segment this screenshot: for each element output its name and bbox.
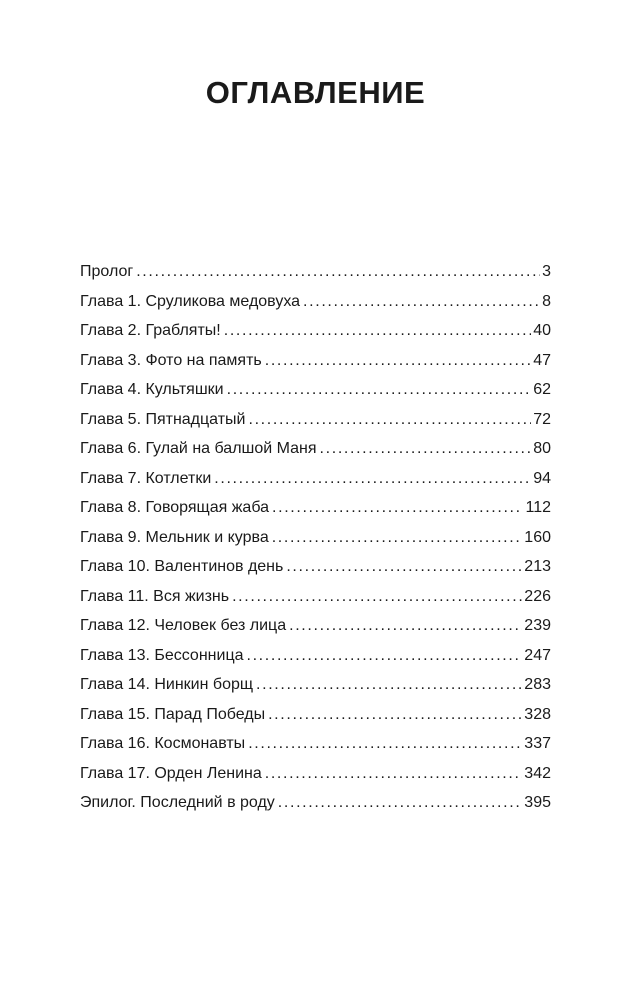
toc-entry bbox=[80, 523, 551, 553]
toc-page-number: 40 bbox=[533, 322, 551, 339]
toc-entry bbox=[80, 493, 551, 523]
toc-entry-title: Глава 7. Котлетки bbox=[80, 469, 212, 487]
toc-entry-title: Эпилог. Последний в роду bbox=[80, 794, 275, 811]
toc-entry-title: Глава 14. Нинкин борщ bbox=[80, 676, 254, 693]
toc-page-number: 247 bbox=[524, 646, 551, 664]
toc-page-number: 80 bbox=[533, 440, 551, 457]
dot-leader bbox=[248, 729, 522, 759]
toc-entry-title: Глава 10. Валентинов день bbox=[80, 558, 284, 575]
dot-leader bbox=[256, 670, 522, 700]
toc-entry bbox=[80, 405, 551, 435]
toc-entry bbox=[80, 729, 551, 759]
toc-page-number: 395 bbox=[524, 794, 551, 811]
toc-page-number: 239 bbox=[524, 617, 551, 634]
toc-entry-title: Пролог bbox=[80, 263, 134, 280]
toc-entry-title: Глава 16. Космонавты bbox=[80, 735, 246, 752]
toc-entry-title: Глава 8. Говорящая жаба bbox=[80, 499, 270, 516]
toc-entry-title: Глава 15. Парад Победы bbox=[80, 705, 266, 723]
dot-leader bbox=[232, 582, 522, 612]
toc-page-number: 72 bbox=[533, 410, 551, 428]
toc-entry bbox=[80, 788, 551, 818]
toc-entry-title: Глава 11. Вся жизнь bbox=[80, 587, 230, 605]
toc-entry-title: Глава 17. Орден Ленина bbox=[80, 764, 262, 782]
toc-page-number: 283 bbox=[524, 676, 551, 693]
dot-leader bbox=[224, 316, 531, 346]
toc-entry bbox=[80, 670, 551, 700]
dot-leader bbox=[214, 464, 531, 494]
toc-page-number: 328 bbox=[524, 705, 551, 723]
dot-leader bbox=[136, 257, 540, 287]
dot-leader bbox=[320, 434, 532, 464]
toc-entry bbox=[80, 434, 551, 464]
dot-leader bbox=[303, 287, 540, 317]
toc-page-number: 112 bbox=[525, 499, 551, 516]
toc-page-number: 337 bbox=[524, 735, 551, 752]
toc-entry bbox=[80, 346, 551, 376]
toc-page-number: 226 bbox=[524, 587, 551, 605]
toc-entry bbox=[80, 552, 551, 582]
dot-leader bbox=[227, 375, 532, 405]
toc-entry-title: Глава 3. Фото на память bbox=[80, 351, 262, 369]
toc-page-number: 213 bbox=[524, 558, 551, 575]
toc-page-number: 94 bbox=[533, 469, 551, 487]
toc-entry bbox=[80, 464, 551, 494]
toc-entry bbox=[80, 582, 551, 612]
toc-entry-title: Глава 4. Культяшки bbox=[80, 381, 224, 398]
toc-page-number: 62 bbox=[533, 381, 551, 398]
dot-leader bbox=[272, 493, 523, 523]
toc-page-number: 3 bbox=[542, 263, 551, 280]
toc-page-number: 47 bbox=[533, 351, 551, 369]
toc-entry bbox=[80, 641, 551, 671]
dot-leader bbox=[278, 788, 523, 818]
toc-page-number: 160 bbox=[524, 528, 551, 546]
toc-entry bbox=[80, 611, 551, 641]
toc-entry bbox=[80, 759, 551, 789]
dot-leader bbox=[265, 346, 531, 376]
toc-entry bbox=[80, 257, 551, 287]
toc-entry bbox=[80, 375, 551, 405]
toc-entry-title: Глава 1. Сруликова медовуха bbox=[80, 292, 301, 310]
toc-entry-title: Глава 5. Пятнадцатый bbox=[80, 410, 246, 428]
toc-entry-title: Глава 9. Мельник и курва bbox=[80, 528, 269, 546]
page-title: ОГЛАВЛЕНИЕ bbox=[205, 75, 426, 110]
toc-entry-title: Глава 13. Бессонница bbox=[80, 646, 244, 664]
dot-leader bbox=[272, 523, 523, 553]
toc-entry-title: Глава 6. Гулай на балшой Маня bbox=[80, 440, 317, 457]
dot-leader bbox=[268, 700, 522, 730]
toc-page-number: 342 bbox=[524, 764, 551, 782]
toc-entry-title: Глава 2. Грабляты! bbox=[80, 322, 221, 339]
toc-entry bbox=[80, 316, 551, 346]
dot-leader bbox=[265, 759, 523, 789]
table-of-contents bbox=[80, 257, 551, 818]
toc-page-number: 8 bbox=[542, 292, 551, 310]
toc-entry-title: Глава 12. Человек без лица bbox=[80, 617, 287, 634]
toc-entry bbox=[80, 287, 551, 317]
toc-entry bbox=[80, 700, 551, 730]
dot-leader bbox=[289, 611, 522, 641]
dot-leader bbox=[286, 552, 522, 582]
dot-leader bbox=[249, 405, 532, 435]
dot-leader bbox=[247, 641, 523, 671]
